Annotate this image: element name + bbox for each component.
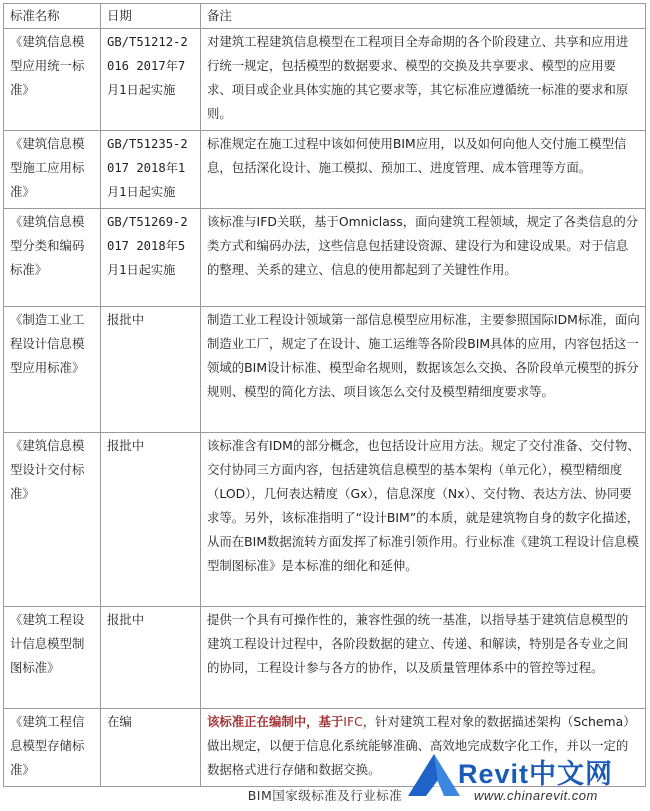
- remarks-text: ，针对建筑工程对象的数据描述架构（Schema）做出规定，以便于信息化系统能够准确、高效地完成数字化工作，并以一定的数据格式进行存储和数据交换。: [207, 714, 636, 777]
- table-row: [4, 307, 646, 433]
- remarks-cell: 该标准含有IDM的部分概念，也包括设计应用方法。规定了交付准备、交付物、交付协同三方面内容，包括建筑信息模型的基本架构（单元化），模型精细度（LOD），几何表达精度（Gx），信息深度（Nx）、交付物、表达方法、协同要求等。另外，该标准指明了“设计BIM”的本质，就是建筑物自身的数字化描述，从而在BIM数据流转方面发挥了标准引领作用。行业标准《建筑工程设计信息模型制图标准》是本标准的细化和延伸。: [201, 433, 646, 607]
- remarks-cell: 标准规定在施工过程中该如何使用BIM应用，以及如何向他人交付施工模型信息，包括深化设计、施工模拟、预加工、进度管理、成本管理等方面。: [201, 131, 646, 209]
- date-cell: 报批中: [101, 607, 201, 709]
- standard-name-cell: 《建筑信息模型应用统一标准》: [4, 29, 101, 131]
- ifc-highlight: IFC: [343, 714, 363, 729]
- date-cell: GB/T51235-2017 2018年1月1日起实施: [101, 131, 201, 209]
- table-row: [4, 209, 646, 307]
- bim-standards-table: [3, 3, 646, 787]
- standard-name-cell: 《建筑信息模型施工应用标准》: [4, 131, 101, 209]
- remarks-cell: 提供一个具有可操作性的，兼容性强的统一基准，以指导基于建筑信息模型的建筑工程设计过程中，各阶段数据的建立、传递、和解读，特别是各专业之间的协同，工程设计参与各方的协作，以及质量管理体系中的管控等过程。: [201, 607, 646, 709]
- table-header-row: [4, 4, 646, 29]
- date-cell: 报批中: [101, 433, 201, 607]
- remarks-cell: 对建筑工程建筑信息模型在工程项目全寿命期的各个阶段建立、共享和应用进行统一规定，包括模型的数据要求、模型的交换及共享要求、模型的应用要求、项目或企业具体实施的其它要求等，其它标准应遵循统一标准的要求和原则。: [201, 29, 646, 131]
- figure-caption: BIM国家级标准及行业标准: [247, 788, 403, 803]
- header-standard-name: 标准名称: [4, 4, 101, 29]
- table-row: [4, 131, 646, 209]
- header-remarks: 备注: [201, 4, 646, 29]
- watermark-url: www.chinarevit.com: [474, 788, 598, 803]
- watermark-brand: Revit中文网: [458, 759, 614, 789]
- remarks-cell: 该标准与IFD关联，基于Omniclass，面向建筑工程领域，规定了各类信息的分类方式和编码办法，这些信息包括建设资源、建设行为和建设成果。对于信息的整理、关系的建立、信息的使用都起到了关键性作用。: [201, 209, 646, 307]
- standard-name-cell: 《建筑信息模型分类和编码标准》: [4, 209, 101, 307]
- table-row: [4, 433, 646, 607]
- standard-name-cell: 《建筑信息模型设计交付标准》: [4, 433, 101, 607]
- date-cell: GB/T51269-2017 2018年5月1日起实施: [101, 209, 201, 307]
- date-cell: 报批中: [101, 307, 201, 433]
- standard-name-cell: 《制造工业工程设计信息模型应用标准》: [4, 307, 101, 433]
- in-progress-highlight: 该标准正在编制中，基于: [207, 714, 344, 729]
- header-date: 日期: [101, 4, 201, 29]
- table-row: [4, 607, 646, 709]
- standard-name-cell: 《建筑工程设计信息模型制图标准》: [4, 607, 101, 709]
- table-row: [4, 29, 646, 131]
- remarks-cell: 制造工业工程设计领域第一部信息模型应用标准，主要参照国际IDM标准，面向制造业工厂，规定了在设计、施工运维等各阶段BIM具体的应用，内容包括这一领域的BIM设计标准、模型命名规则，数据该怎么交换、各阶段单元模型的拆分规则、模型的简化方法、项目该怎么交付及模型精细度要求等。: [201, 307, 646, 433]
- date-cell: GB/T51212-2016 2017年7月1日起实施: [101, 29, 201, 131]
- standard-name-cell: 《建筑工程信息模型存储标准》: [4, 709, 101, 787]
- watermark: [404, 752, 644, 808]
- revit-logo-icon: [404, 752, 464, 796]
- date-cell: 在编: [101, 709, 201, 787]
